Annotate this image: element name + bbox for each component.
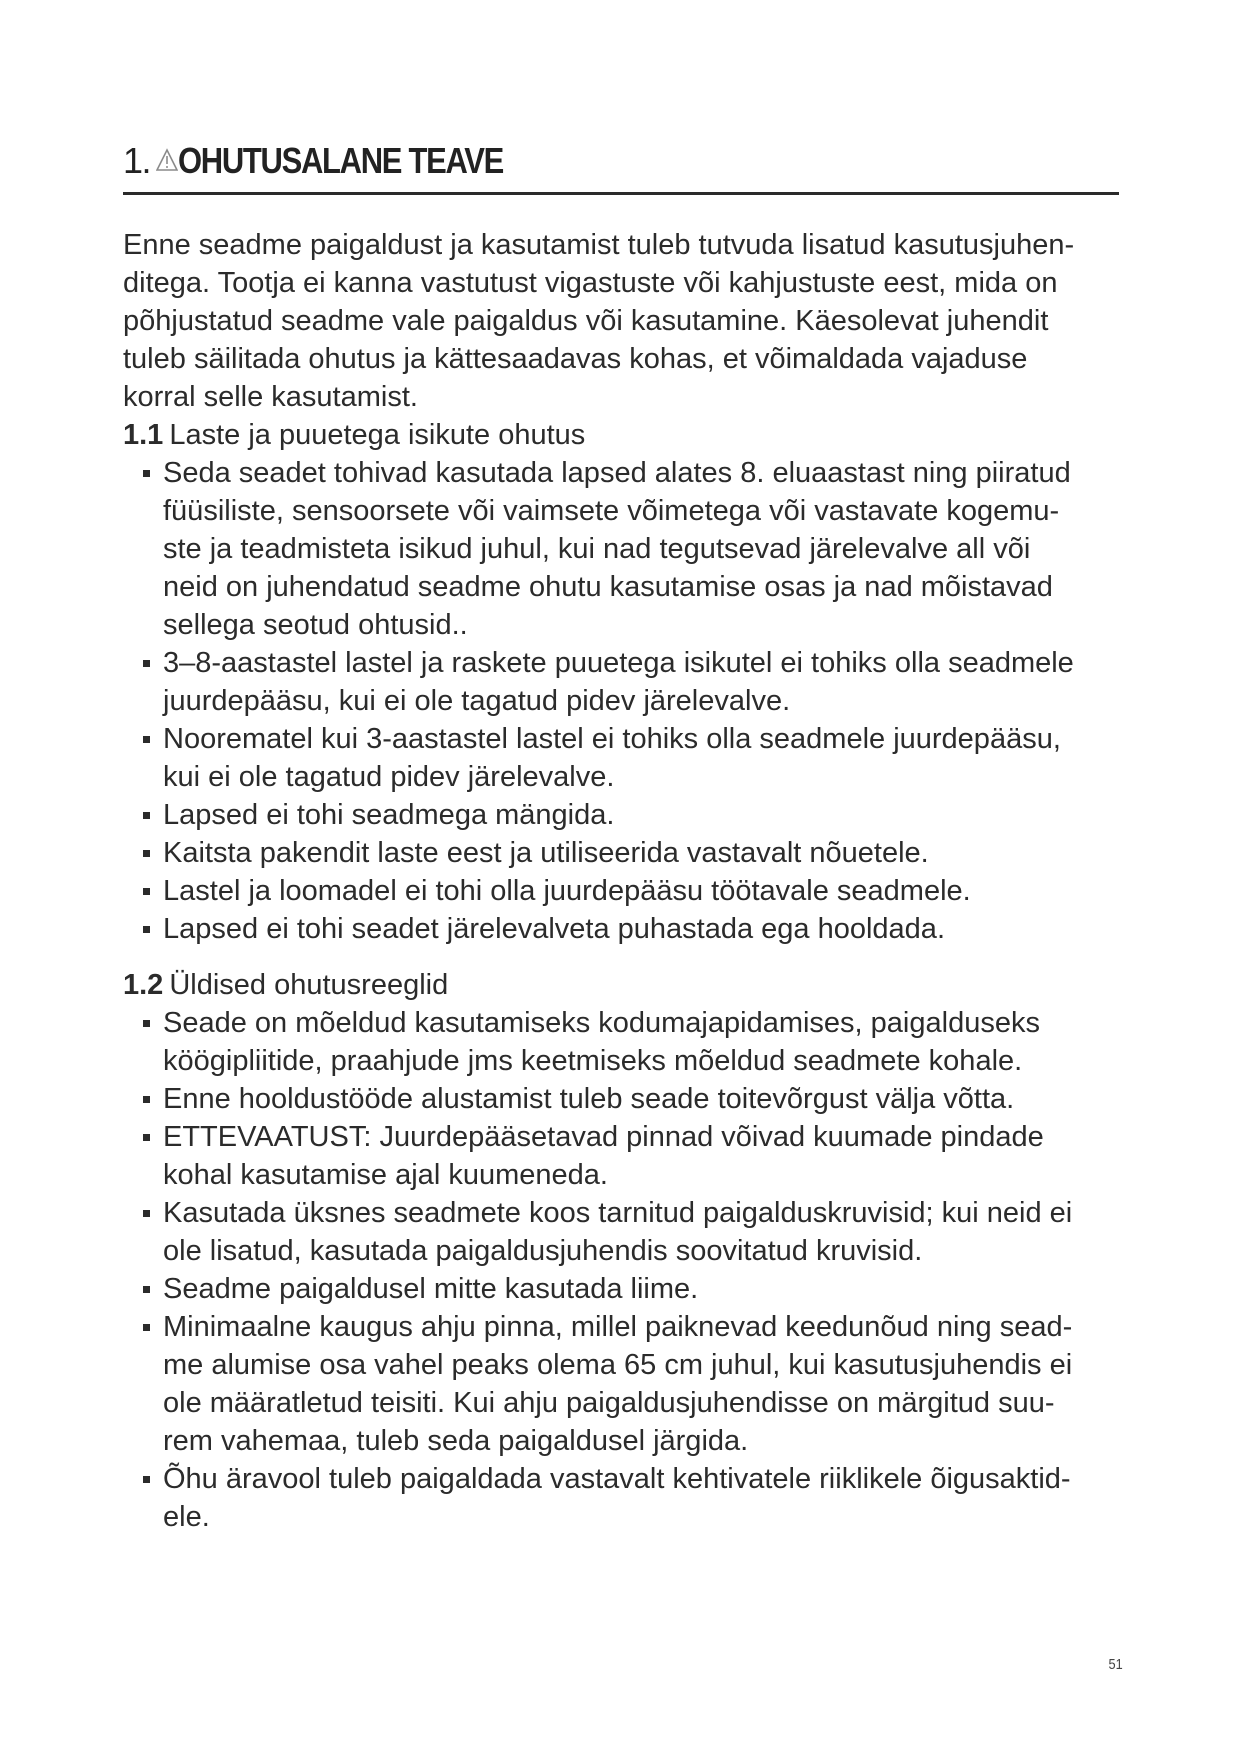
list-item-line: kohal kasutamise ajal kuumeneda. [163,1159,608,1191]
list-item [143,1460,1123,1536]
heading-title: OHUTUSALANE TEAVE [178,140,503,181]
list-item [143,1080,1123,1118]
intro-line: ditega. Tootja ei kanna vastutust vigastuste või kahjustuste eest, mida on [123,267,1058,299]
list-item-line: me alumise osa vahel peaks olema 65 cm juhul, kui kasutusjuhendis ei [163,1349,1073,1381]
subsection-title: Üldised ohutusreeglid [169,969,449,1001]
list-item [143,872,1123,910]
list-item [143,1270,1123,1308]
list-item [143,1118,1123,1194]
bullet-list-1-1 [123,454,1123,948]
list-item [143,720,1123,796]
list-item-line: Kasutada üksnes seadmete koos tarnitud paigalduskruvisid; kui neid ei [163,1197,1073,1229]
heading-number: 1. [123,140,151,181]
list-item-line: Seda seadet tohivad kasutada lapsed alates 8. eluaastast ning piiratud [163,457,1071,489]
list-item-line: Lapsed ei tohi seadmega mängida. [163,799,615,831]
bullet-list-1-2 [123,1004,1123,1536]
intro-line: tuleb säilitada ohutus ja kättesaadavas kohas, et võimaldada vajaduse [123,343,1028,375]
list-item-line: ole lisatud, kasutada paigaldusjuhendis soovitatud kruvisid. [163,1235,923,1267]
page-number: 51 [1108,1656,1123,1673]
list-item-line: Kaitsta pakendit laste eest ja utiliseerida vastavalt nõuetele. [163,837,929,869]
list-item-line: neid on juhendatud seadme ohutu kasutamise osas ja nad mõistavad [163,571,1053,603]
intro-paragraph [123,226,1123,416]
list-item-line: Minimaalne kaugus ahju pinna, millel paiknevad keedunõud ning sead- [163,1311,1073,1343]
list-item [143,796,1123,834]
list-item-line: juurdepääsu, kui ei ole tagatud pidev järelevalve. [163,685,791,717]
intro-line: Enne seadme paigaldust ja kasutamist tuleb tutvuda lisatud kasutusjuhen- [123,229,1075,261]
list-item-line: Noorematel kui 3-aastastel lastel ei tohiks olla seadmele juurdepääsu, [163,723,1061,755]
list-item-line: füüsiliste, sensoorsete või vaimsete võimetega või vastavate kogemu- [163,495,1060,527]
list-item-line: Seadme paigaldusel mitte kasutada liime. [163,1273,699,1305]
list-item-line: Seade on mõeldud kasutamiseks kodumajapidamises, paigalduseks [163,1007,1040,1039]
list-item-line: Lastel ja loomadel ei tohi olla juurdepääsu töötavale seadmele. [163,875,971,907]
list-item-line: kui ei ole tagatud pidev järelevalve. [163,761,615,793]
subsection-heading-1-2 [123,966,1123,1004]
list-item-line: Õhu äravool tuleb paigaldada vastavalt kehtivatele riiklikele õigusaktid- [163,1463,1071,1495]
list-item-line: sellega seotud ohtusid.. [163,609,468,641]
section-heading [123,140,1119,195]
list-item [143,834,1123,872]
list-item-line: ole määratletud teisiti. Kui ahju paigaldusjuhendisse on märgitud suu- [163,1387,1055,1419]
warning-triangle-icon [156,144,178,174]
subsection-title: Laste ja puuetega isikute ohutus [169,419,586,451]
list-item-line: Enne hooldustööde alustamist tuleb seade toitevõrgust välja võtta. [163,1083,1015,1115]
list-item-line: ele. [163,1501,210,1533]
subsection-number: 1.2 [123,969,164,1001]
list-item-line: Lapsed ei tohi seadet järelevalveta puhastada ega hooldada. [163,913,945,945]
subsection-heading-1-1 [123,416,1123,454]
body-text [123,226,1123,1536]
list-item [143,644,1123,720]
list-item [143,454,1123,644]
list-item [143,1194,1123,1270]
list-item-line: köögipliitide, praahjude jms keetmiseks mõeldud seadmete kohale. [163,1045,1023,1077]
subsection-number: 1.1 [123,419,164,451]
list-item-line: ETTEVAATUST: Juurdepääsetavad pinnad võivad kuumade pindade [163,1121,1044,1153]
list-item [143,1004,1123,1080]
list-item-line: rem vahemaa, tuleb seda paigaldusel järgida. [163,1425,749,1457]
list-item-line: 3–8-aastastel lastel ja raskete puuetega isikutel ei tohiks olla seadmele [163,647,1074,679]
intro-line: põhjustatud seadme vale paigaldus või kasutamine. Käesolevat juhendit [123,305,1049,337]
list-item [143,1308,1123,1460]
list-item-line: ste ja teadmisteta isikud juhul, kui nad tegutsevad järelevalve all või [163,533,1031,565]
intro-line: korral selle kasutamist. [123,381,418,413]
list-item [143,910,1123,948]
